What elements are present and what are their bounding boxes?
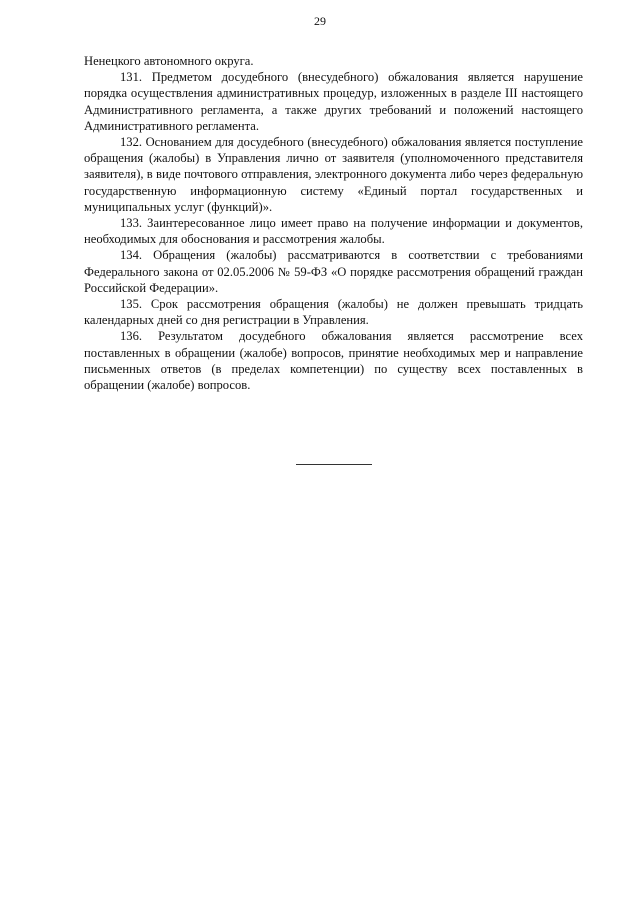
paragraph-continuation: Ненецкого автономного округа.: [84, 54, 254, 68]
paragraph-132: 132. Основанием для досудебного (внесудебного) обжалования является поступление обращения (жалобы) в Управления лично от заявителя (уполномоченного представителя заявителя), в виде почтового отправления, электронного документа либо через федеральную государственную информационную систему «Единый портал государственных и муниципальных услуг (функций)».: [84, 135, 583, 214]
paragraph-133: 133. Заинтересованное лицо имеет право на получение информации и документов, необходимых для обоснования и рассмотрения жалобы.: [84, 216, 583, 247]
page-number: 29: [314, 14, 326, 28]
paragraph-134: 134. Обращения (жалобы) рассматриваются в соответствии с требованиями Федерального закона от 02.05.2006 № 59-ФЗ «О порядке рассмотрения обращений граждан Российской Федерации».: [84, 248, 583, 295]
paragraph-135: 135. Срок рассмотрения обращения (жалобы) не должен превышать тридцать календарных дней со дня регистрации в Управления.: [84, 297, 583, 328]
end-separator-line: [296, 464, 372, 465]
paragraph-131: 131. Предметом досудебного (внесудебного) обжалования является нарушение порядка осуществления административных процедур, изложенных в разделе III настоящего Административного регламента, а также других требований и положений настоящего Административного регламента.: [84, 70, 583, 133]
paragraph-136: 136. Результатом досудебного обжалования является рассмотрение всех поставленных в обращении (жалобе) вопросов, принятие необходимых мер и направление письменных ответов (в пределах компетенции) по существу всех поставленных в обращении (жалобе) вопросов.: [84, 329, 583, 393]
document-body: [84, 53, 583, 393]
